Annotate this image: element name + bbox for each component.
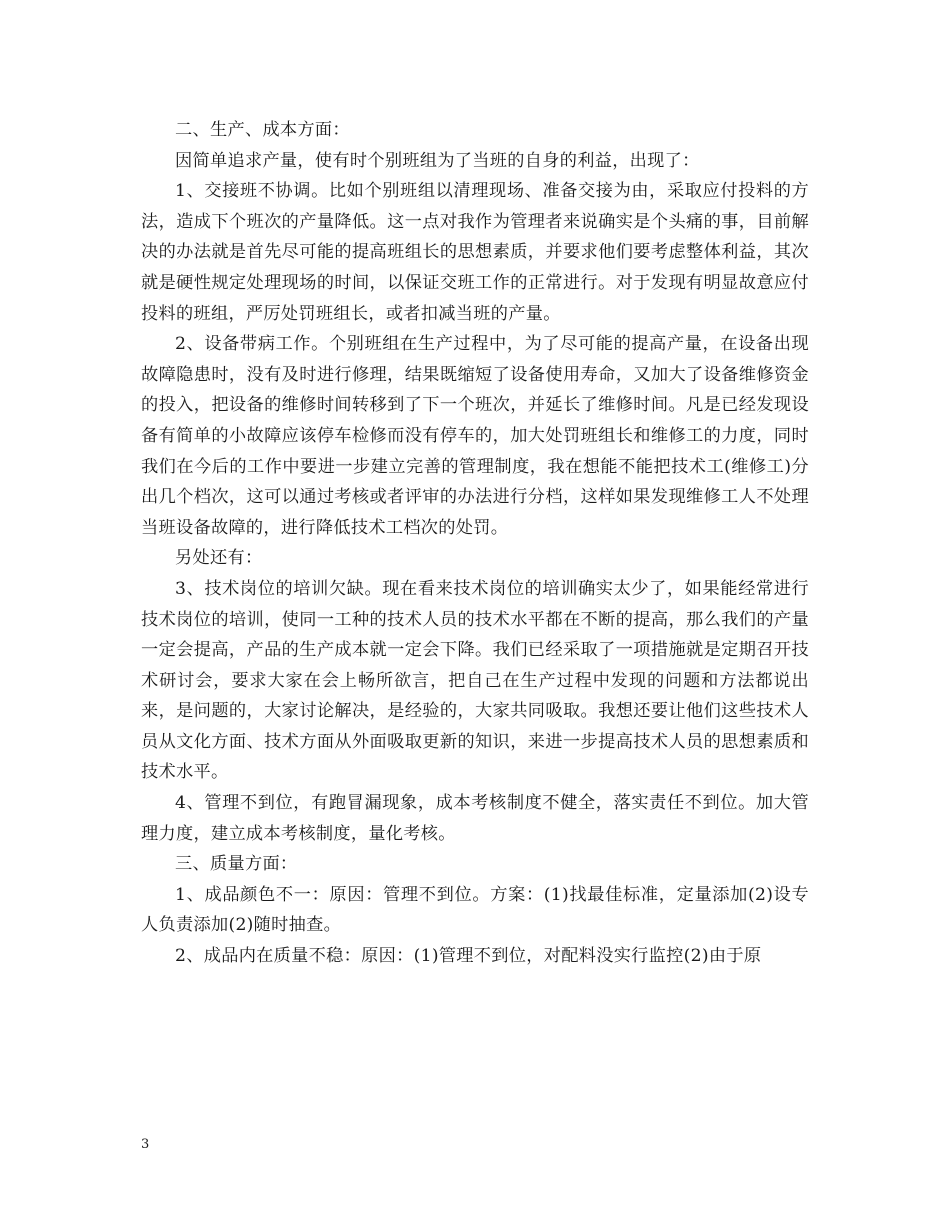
section-heading-quality: 三、质量方面： (175, 854, 298, 875)
paragraph-additional: 另处还有： (175, 548, 263, 569)
paragraph-item-2: 2、设备带病工作。个别班组在生产过程中，为了尽可能的提高产量，在设备出现故障隐患时，没有及时进行修理，结果既缩短了设备使用寿命，又加大了设备维修资金的投入，把设备的维修时间转移到了下一个班次，并延长了维修时间。凡是已经发现设备有简单的小故障应该停车检修而没有停车的，加大处罚班组长和维修工的力度，同时我们在今后的工作中要进一步建立完善的管理制度，我在想能不能把技术工(维修工)分出几个档次，这可以通过考核或者评审的办法进行分档，这样如果发现维修工人不处理当班设备故障的，进行降低技术工档次的处罚。 (141, 334, 809, 538)
paragraph-quality-item-2: 2、成品内在质量不稳：原因：(1)管理不到位，对配料没实行监控(2)由于原 (175, 946, 762, 967)
paragraph-item-3: 3、技术岗位的培训欠缺。现在看来技术岗位的培训确实太少了，如果能经常进行技术岗位的培训，使同一工种的技术人员的技术水平都在不断的提高，那么我们的产量一定会提高，产品的生产成本就一定会下降。我们已经采取了一项措施就是定期召开技术研讨会，要求大家在会上畅所欲言，把自己在生产过程中发现的问题和方法都说出来，是问题的，大家讨论解决，是经验的，大家共同吸取。我想还要让他们这些技术人员从文化方面、技术方面从外面吸取更新的知识，来进一步提高技术人员的思想素质和技术水平。 (141, 578, 809, 783)
paragraph-item-1: 1、交接班不协调。比如个别班组以清理现场、准备交接为由，采取应付投料的方法，造成下个班次的产量降低。这一点对我作为管理者来说确实是个头痛的事，目前解决的办法就是首先尽可能的提高班组长的思想素质，并要求他们要考虑整体利益，其次就是硬性规定处理现场的时间，以保证交班工作的正常进行。对于发现有明显故意应付投料的班组，严厉处罚班组长，或者扣减当班的产量。 (141, 181, 809, 324)
paragraph-item-4: 4、管理不到位，有跑冒漏现象，成本考核制度不健全，落实责任不到位。加大管理力度，建立成本考核制度，量化考核。 (141, 793, 809, 844)
paragraph-intro: 因简单追求产量，使有时个别班组为了当班的自身的利益，出现了： (175, 150, 700, 171)
document-body (141, 115, 809, 972)
paragraph-quality-item-1: 1、成品颜色不一：原因：管理不到位。方案：(1)找最佳标准，定量添加(2)设专人负责添加(2)随时抽查。 (141, 884, 809, 936)
page-number: 3 (141, 1137, 150, 1152)
section-heading-production-cost: 二、生产、成本方面： (175, 120, 350, 140)
